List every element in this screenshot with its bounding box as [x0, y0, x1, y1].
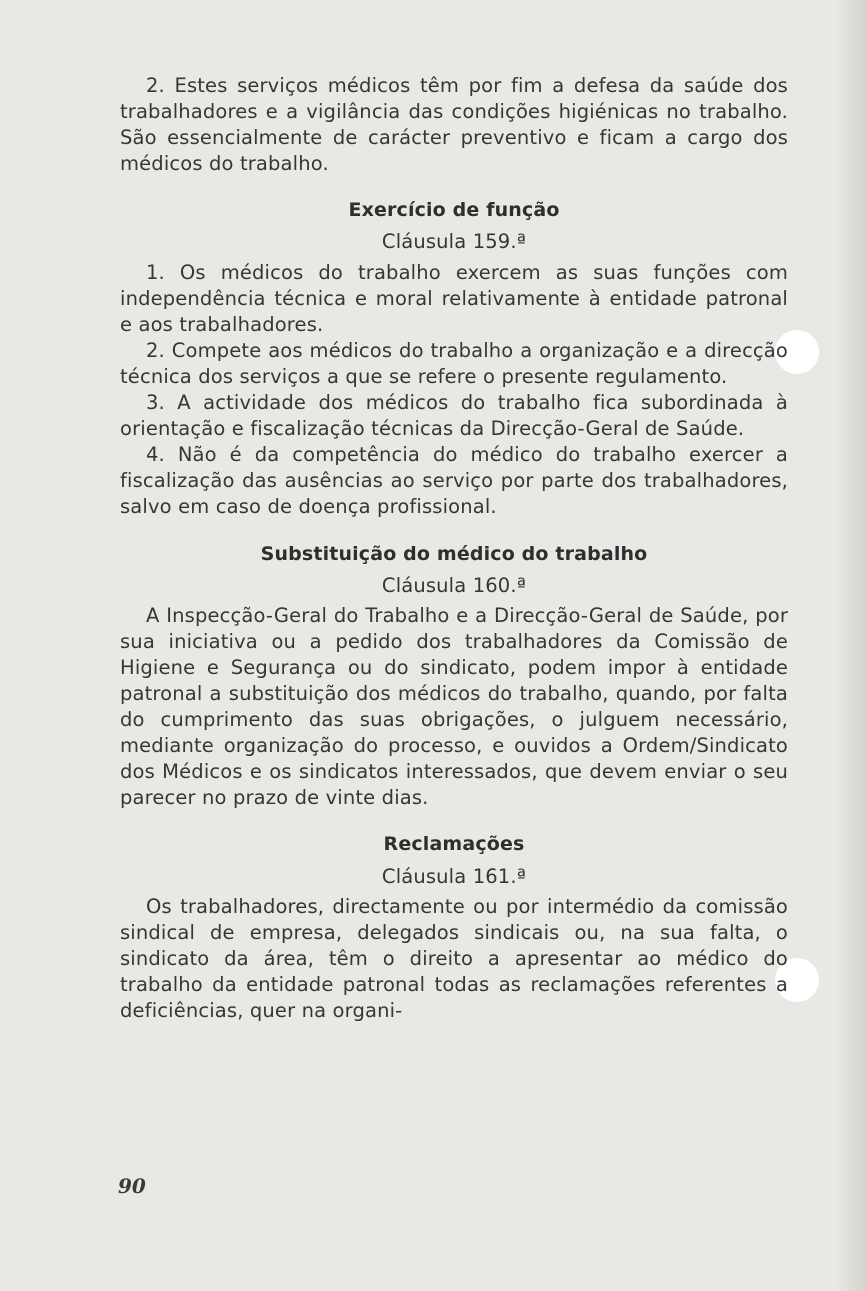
clause-159-item-3: 3. A actividade dos médicos do trabalho fica subordinada à orientação e fiscalização técnicas da Direcção-Geral de Saúde. [120, 391, 788, 441]
section-heading-exercicio: Exercício de função [348, 199, 560, 222]
section-heading-substituicao: Substituição do médico do trabalho [260, 542, 648, 565]
page-number: 90 [118, 1174, 146, 1198]
clause-159-item-2: 2. Compete aos médicos do trabalho a organização e a direcção técnica dos serviços a que se refere o presente regulamento. [120, 338, 788, 388]
clause-160-body: A Inspecção-Geral do Trabalho e a Direcção-Geral de Saúde, por sua iniciativa ou a pedido dos trabalhadores da Comissão de Higiene e Segurança ou do sindicato, podem impor à entidade patronal a substituição dos médicos do trabalho, quando, por falta do cumprimento das suas obrigações, o julguem necessário, mediante organização do processo, e ouvidos a Ordem/Sindicato dos Médicos e os sindicatos interessados, que devem enviar o seu parecer no prazo de vinte dias. [120, 603, 788, 810]
clause-161: Cláusula 161.ª [381, 864, 527, 888]
clause-160: Cláusula 160.ª [381, 573, 527, 597]
clause-159: Cláusula 159.ª [381, 230, 527, 254]
clause-159-item-4: 4. Não é da competência do médico do trabalho exercer a fiscalização das ausências ao serviço por parte dos trabalhadores, salvo em caso de doença profissional. [120, 443, 788, 519]
paragraph-2: 2. Estes serviços médicos têm por fim a defesa da saúde dos trabalhadores e a vigilância das condições higiénicas no trabalho. São essencialmente de carácter preventivo e ficam a cargo dos médicos do trabalho. [120, 74, 788, 176]
document-body [120, 73, 788, 1024]
section-heading-reclamacoes: Reclamações [383, 833, 525, 856]
clause-159-item-1: 1. Os médicos do trabalho exercem as suas funções com independência técnica e moral relativamente à entidade patronal e aos trabalhadores. [120, 260, 788, 336]
clause-161-body: Os trabalhadores, directamente ou por intermédio da comissão sindical de empresa, delegados sindicais ou, na sua falta, o sindicato da área, têm o direito a apresentar ao médico do trabalho da entidade patronal todas as reclamações referentes a deficiências, quer na organi- [120, 894, 788, 1022]
page-edge [836, 0, 866, 1291]
